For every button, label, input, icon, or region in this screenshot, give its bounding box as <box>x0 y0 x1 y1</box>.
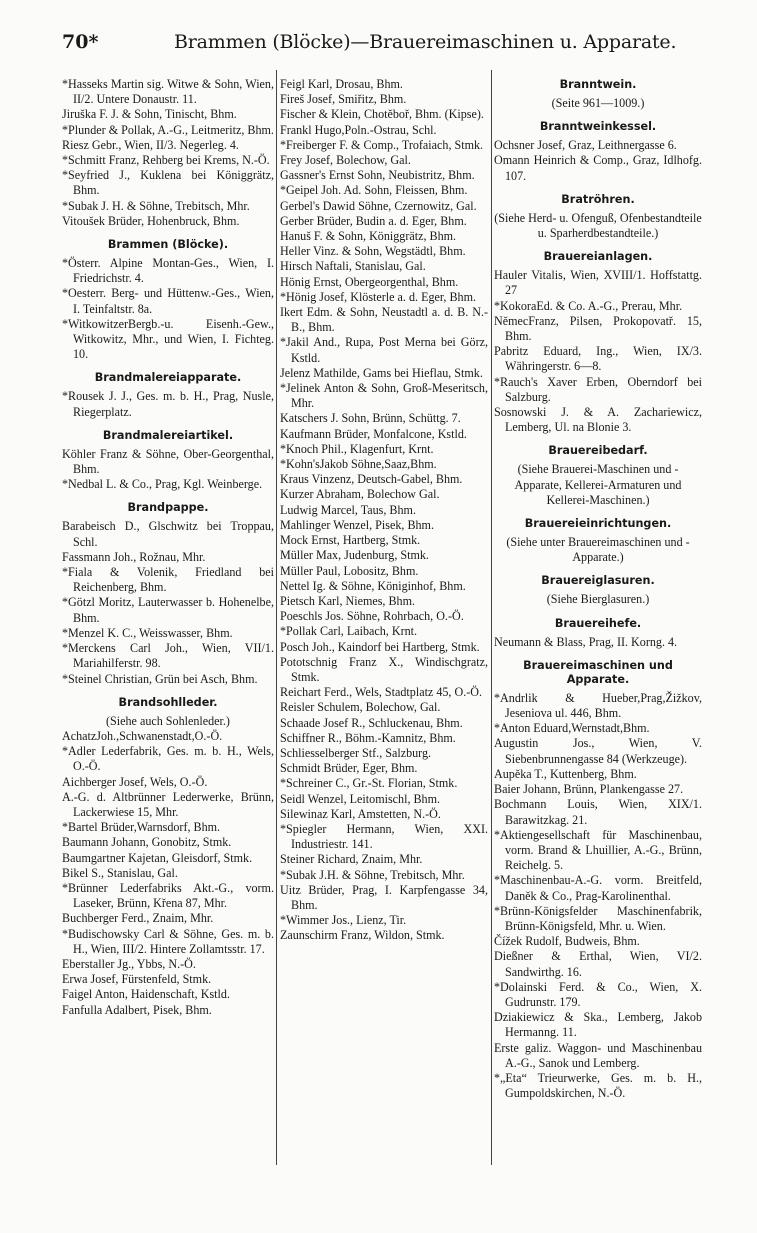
section-heading: Branntwein. <box>559 78 637 91</box>
directory-entry: *Geipel Joh. Ad. Sohn, Fleissen, Bhm. <box>280 183 468 198</box>
directory-entry: *Jakil And., Rupa, Post Merna bei Görz, Kstld. <box>280 335 488 365</box>
entry-list <box>494 691 702 1101</box>
directory-entry: Kurzer Abraham, Bolechow Gal. <box>280 487 440 502</box>
directory-entry: *Nedbal L. & Co., Prag, Kgl. Weinberge. <box>62 477 263 492</box>
directory-entry: Hirsch Naftali, Stanislau, Gal. <box>280 259 426 274</box>
directory-entry: *Rousek J. J., Ges. m. b. H., Prag, Nusle, Riegerplatz. <box>62 389 274 419</box>
directory-entry: Schmidt Brüder, Eger, Bhm. <box>280 761 418 776</box>
entry-list <box>494 138 702 184</box>
directory-entry: *Plunder & Pollak, A.-G., Leitmeritz, Bhm. <box>62 122 274 137</box>
directory-entry: *Andrlik & Hueber,Prag,Žižkov, Jeseniova ul. 446, Bhm. <box>494 690 702 721</box>
directory-entry: *Fiala & Volenik, Friedland bei Reichenberg, Bhm. <box>62 565 274 595</box>
directory-entry: Kaufmann Brüder, Monfalcone, Kstld. <box>280 426 467 441</box>
directory-entry: *Bartel Brüder,Warnsdorf, Bhm. <box>62 820 221 835</box>
section-note: (Siehe unter Brauereimaschinen und -Apparate.) <box>506 535 690 565</box>
directory-entry: Feigl Karl, Drosau, Bhm. <box>280 77 403 91</box>
directory-entry: *Schreiner C., Gr.-St. Florian, Stmk. <box>280 776 458 791</box>
directory-entry: Pototschnig Franz X., Windischgratz, Stmk. <box>280 654 488 684</box>
directory-entry: Dießner & Erthal, Wien, VI/2. Sandwirthg. 16. <box>494 949 702 979</box>
page-number: 70* <box>62 31 99 53</box>
directory-entry: Gerbel's Dawid Söhne, Czernowitz, Gal. <box>280 198 477 213</box>
entry-list <box>62 519 274 686</box>
page-title: Brammen (Blöcke)—Brauereimaschinen u. Apparate. <box>174 31 677 53</box>
section-heading: Brauereibedarf. <box>548 444 648 458</box>
directory-entry: Vitoušek Brüder, Hohenbruck, Bhm. <box>62 213 240 228</box>
section-heading: Brauereimaschinen und Apparate. <box>523 658 673 686</box>
section-note: (Siehe Brauerei-Maschinen und -Apparate, Kellerei-Armaturen und Kellerei-Maschinen.) <box>514 462 682 507</box>
section-heading: Brauereiglasuren. <box>541 574 655 588</box>
directory-entry: Čížek Rudolf, Budweis, Bhm. <box>494 934 640 949</box>
directory-entry: Aichberger Josef, Wels, O.-Ö. <box>62 774 208 789</box>
section-heading: Brauereianlagen. <box>543 250 653 264</box>
directory-entry: Fanfulla Adalbert, Pisek, Bhm. <box>62 1002 212 1017</box>
column-3 <box>494 77 702 1101</box>
directory-entry: Posch Joh., Kaindorf bei Hartberg, Stmk. <box>280 639 480 654</box>
directory-entry: Reichart Ferd., Wels, Stadtplatz 45, O.-Ö. <box>280 685 483 700</box>
directory-entry: Kraus Vinzenz, Deutsch-Gabel, Bhm. <box>280 472 463 487</box>
directory-entry: Reisler Schulem, Bolechow, Gal. <box>280 700 441 715</box>
entry-list <box>280 77 488 944</box>
section-note: (Siehe auch Sohlenleder.) <box>106 713 230 728</box>
directory-entry: Bikel S., Stanislau, Gal. <box>62 865 178 880</box>
directory-entry: Fischer & Klein, Chotěboř, Bhm. (Kipse). <box>280 107 484 122</box>
section-heading: Branntweinkessel. <box>539 120 657 134</box>
directory-entry: *Kohn'sJakob Söhne,Saaz,Bhm. <box>280 457 437 472</box>
directory-entry: Frey Josef, Bolechow, Gal. <box>280 153 411 168</box>
directory-entry: Hanuš F. & Sohn, Königgrätz, Bhm. <box>280 229 457 244</box>
directory-entry: Riesz Gebr., Wien, II/3. Negerleg. 4. <box>62 137 239 152</box>
directory-entry: Schiffner R., Böhm.-Kamnitz, Bhm. <box>280 730 456 745</box>
directory-entry: Gerber Brüder, Budin a. d. Eger, Bhm. <box>280 213 467 228</box>
directory-entry: Köhler Franz & Söhne, Ober-Georgenthal, Bhm. <box>62 446 274 477</box>
directory-entry: Zaunschirm Franz, Wildon, Stmk. <box>280 928 445 943</box>
directory-entry: *Steinel Christian, Grün bei Asch, Bhm. <box>62 671 258 686</box>
directory-entry: Ochsner Josef, Graz, Leithnergasse 6. <box>494 138 677 153</box>
directory-entry: Seidl Wenzel, Leitomischl, Bhm. <box>280 791 441 806</box>
directory-entry: Steiner Richard, Znaim, Mhr. <box>280 852 423 867</box>
directory-entry: NěmecFranz, Pilsen, Prokopovatř. 15, Bhm. <box>494 313 702 344</box>
directory-entry: *Götzl Moritz, Lauterwasser b. Hohenelbe, Bhm. <box>62 595 274 625</box>
directory-entry: Mock Ernst, Hartberg, Stmk. <box>280 533 421 548</box>
entry-list <box>494 635 702 650</box>
directory-entry: Omann Heinrich & Comp., Graz, Idlhofg. 107. <box>494 153 702 183</box>
directory-entry: Jiruška F. J. & Sohn, Tinischt, Bhm. <box>62 107 237 122</box>
directory-entry: Aupěka T., Kuttenberg, Bhm. <box>494 766 637 781</box>
directory-entry: *Jelinek Anton & Sohn, Groß-Meseritsch, Mhr. <box>280 381 488 411</box>
directory-entry: Erwa Josef, Fürstenfeld, Stmk. <box>62 972 212 987</box>
directory-entry: Uitz Brüder, Prag, I. Karpfengasse 34, Bhm. <box>280 882 488 912</box>
directory-entry: Ludwig Marcel, Taus, Bhm. <box>280 502 416 517</box>
directory-entry: Schaade Josef R., Schluckenau, Bhm. <box>280 715 463 730</box>
entry-list <box>62 256 274 362</box>
section-heading: Brandpappe. <box>127 501 209 515</box>
directory-entry: Baier Johann, Brünn, Plankengasse 27. <box>494 782 684 797</box>
section-note: (Siehe Bierglasuren.) <box>546 592 650 607</box>
directory-entry: *Österr. Alpine Montan-Ges., Wien, I. Friedrichstr. 4. <box>62 256 274 286</box>
section-note: (Seite 961—1009.) <box>551 96 645 110</box>
directory-entry: Buchberger Ferd., Znaim, Mhr. <box>62 911 214 926</box>
page-header <box>62 31 702 57</box>
directory-entry: Schliesselberger Stf., Salzburg. <box>280 745 432 760</box>
directory-entry: AchatzJoh.,Schwanenstadt,O.-Ö. <box>62 728 223 743</box>
directory-entry: Mahlinger Wenzel, Pisek, Bhm. <box>280 517 434 532</box>
directory-entry: Jelenz Mathilde, Gams bei Hieflau, Stmk. <box>280 365 483 380</box>
directory-entry: *Subak J. H. & Söhne, Trebitsch, Mhr. <box>62 198 250 213</box>
directory-entry: *Wimmer Jos., Lienz, Tir. <box>280 913 407 928</box>
directory-entry: *Subak J.H. & Söhne, Trebitsch, Mhr. <box>280 867 465 882</box>
directory-entry: Hauler Vitalis, Wien, XVIII/1. Hoffstattg. 27 <box>494 268 702 298</box>
directory-entry: *Adler Lederfabrik, Ges. m. b. H., Wels, O.-Ö. <box>62 744 274 774</box>
directory-entry: Poeschls Jos. Söhne, Rohrbach, O.-Ö. <box>280 609 464 624</box>
directory-entry: *Dolainski Ferd. & Co., Wien, X. Gudrunstr. 179. <box>494 979 702 1009</box>
directory-entry: *„Eta“ Trieurwerke, Ges. m. b. H., Gumpoldskirchen, N.-Ö. <box>494 1070 702 1101</box>
directory-entry: Bochmann Louis, Wien, XIX/1. Barawitzkag. 21. <box>494 797 702 827</box>
directory-entry: Müller Max, Judenburg, Stmk. <box>280 548 429 563</box>
directory-entry: Sosnowski J. & A. Zachariewicz, Lemberg, Ul. na Blonie 3. <box>494 405 702 435</box>
directory-entry: Hönig Ernst, Obergeorgenthal, Bhm. <box>280 274 459 289</box>
directory-entry: A.-G. d. Altbrünner Lederwerke, Brünn, Lackerwiese 15, Mhr. <box>62 789 274 819</box>
directory-entry: *Maschinenbau-A.-G. vorm. Breitfeld, Daněk & Co., Prag-Karolinenthal. <box>494 873 702 903</box>
directory-entry: *Hasseks Martin sig. Witwe & Sohn, Wien, II/2. Untere Donaustr. 11. <box>62 77 274 107</box>
directory-entry: *WitkowitzerBergb.-u. Eisenh.-Gew., Witkowitz, Mhr., und Wien, I. Fichteg. 10. <box>62 316 274 362</box>
entry-list <box>62 389 274 419</box>
directory-entry: *Knoch Phil., Klagenfurt, Krnt. <box>280 441 434 456</box>
directory-entry: *Hönig Josef, Klösterle a. d. Eger, Bhm. <box>280 289 477 304</box>
directory-entry: Ikert Edm. & Sohn, Neustadtl a. d. B. N.-B., Bhm. <box>280 305 488 335</box>
directory-entry: *Freiberger F. & Comp., Trofaiach, Stmk. <box>280 137 484 152</box>
directory-entry: *Merckens Carl Joh., Wien, VII/1. Mariahilferstr. 98. <box>62 641 274 671</box>
section-heading: Brandsohlleder. <box>118 695 218 709</box>
directory-entry: Erste galiz. Waggon- und Maschinenbau A.-G., Sanok und Lemberg. <box>494 1040 702 1070</box>
directory-entry: Fassmann Joh., Rožnau, Mhr. <box>62 549 206 564</box>
directory-entry: Müller Paul, Lobositz, Bhm. <box>280 563 419 578</box>
column-divider <box>276 70 277 1165</box>
section-heading: Brandmalereiapparate. <box>94 371 242 385</box>
directory-entry: Frankl Hugo,Poln.-Ostrau, Schl. <box>280 122 437 137</box>
directory-entry: Faigel Anton, Haidenschaft, Kstld. <box>62 987 230 1002</box>
column-divider <box>491 70 492 1165</box>
directory-entry: Pabritz Eduard, Ing., Wien, IX/3. Währingerstr. 6—8. <box>494 344 702 374</box>
directory-entry: *Brünn-Königsfelder Maschinenfabrik, Brünn-Königsfeld, Mhr. u. Wien. <box>494 903 702 933</box>
directory-entry: Gassner's Ernst Sohn, Neubistritz, Bhm. <box>280 168 475 183</box>
directory-entry: Augustin Jos., Wien, V. Siebenbrunnengasse 84 (Werkzeuge). <box>494 736 702 766</box>
directory-entry: *Anton Eduard,Wernstadt,Bhm. <box>494 721 650 736</box>
directory-entry: *Menzel K. C., Weisswasser, Bhm. <box>62 625 233 640</box>
directory-entry: Fireš Josef, Smiřitz, Bhm. <box>280 92 407 107</box>
directory-entry: *Pollak Carl, Laibach, Krnt. <box>280 624 418 639</box>
directory-entry: Nettel Ig. & Söhne, Königinhof, Bhm. <box>280 578 466 593</box>
directory-entry: Pietsch Karl, Niemes, Bhm. <box>280 593 416 608</box>
directory-entry: Dziakiewicz & Ska., Lemberg, Jakob Hermanng. 11. <box>494 1010 702 1040</box>
directory-entry: Baumgartner Kajetan, Gleisdorf, Stmk. <box>62 850 253 865</box>
column-1 <box>62 77 274 1018</box>
section-heading: Brauereihefe. <box>554 616 642 630</box>
directory-entry: Eberstaller Jg., Ybbs, N.-Ö. <box>62 956 196 971</box>
directory-entry: *Spiegler Hermann, Wien, XXI. Industriestr. 141. <box>280 821 488 852</box>
directory-entry: Baumann Johann, Gonobitz, Stmk. <box>62 835 232 850</box>
entry-list <box>62 447 274 493</box>
directory-entry: *Oesterr. Berg- und Hüttenw.-Ges., Wien, I. Teinfaltstr. 8a. <box>62 286 274 316</box>
directory-entry: *Budischowsky Carl & Söhne, Ges. m. b. H., Wien, III/2. Hintere Zollamtsstr. 17. <box>62 926 274 956</box>
column-2 <box>280 77 488 944</box>
section-heading: Bratröhren. <box>561 192 635 206</box>
section-heading: Brammen (Blöcke). <box>107 238 229 252</box>
directory-entry: *Rauch's Xaver Erben, Oberndorf bei Salzburg. <box>494 374 702 404</box>
entry-list <box>62 729 274 1018</box>
directory-entry: Neumann & Blass, Prag, II. Korng. 4. <box>494 634 678 649</box>
section-note: (Siehe Herd- u. Ofenguß, Ofenbestandteile u. Sparherdbestandteile.) <box>494 210 702 241</box>
directory-entry: *KokoraEd. & Co. A.-G., Prerau, Mhr. <box>494 298 683 313</box>
section-heading: Brandmalereiartikel. <box>102 428 234 442</box>
directory-entry: *Schmitt Franz, Rehberg bei Krems, N.-Ö. <box>62 153 270 168</box>
directory-entry: *Seyfried J., Kuklena bei Königgrätz, Bhm. <box>62 168 274 198</box>
directory-entry: *Aktiengesellschaft für Maschinenbau, vorm. Brand & Lhuillier, A.-G., Brünn, Reichelg. 5. <box>494 827 702 873</box>
entry-list <box>62 77 274 229</box>
directory-entry: Silewinaz Karl, Amstetten, N.-Ö. <box>280 806 441 821</box>
section-heading: Brauereieinrichtungen. <box>524 517 672 531</box>
directory-entry: Katschers J. Sohn, Brünn, Schüttg. 7. <box>280 411 461 426</box>
directory-entry: *Brünner Lederfabriks Akt.-G., vorm. Laseker, Brünn, Křena 87, Mhr. <box>62 880 274 911</box>
directory-entry: Barabeisch D., Glschwitz bei Troppau, Schl. <box>62 519 274 549</box>
entry-list <box>494 268 702 435</box>
directory-entry: Heller Vinz. & Sohn, Wegstädtl, Bhm. <box>280 244 466 259</box>
